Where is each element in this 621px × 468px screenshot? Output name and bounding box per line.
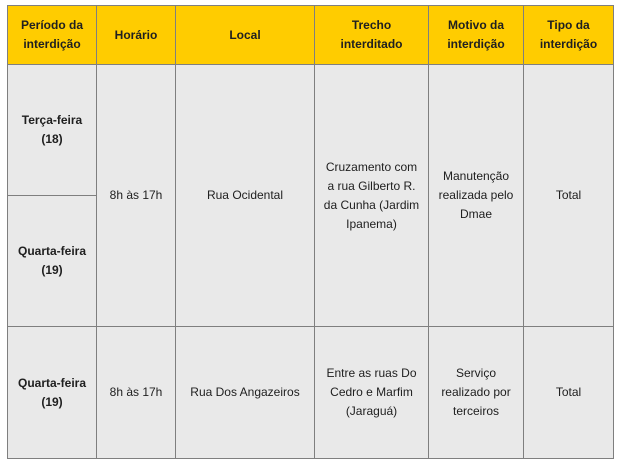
period-cell: Terça-feira (18)	[8, 65, 97, 196]
table-row	[8, 327, 614, 459]
schedule-cell: 8h às 17h	[97, 327, 176, 459]
header-type: Tipo da interdição	[524, 6, 614, 65]
location-cell: Rua Ocidental	[176, 65, 315, 327]
section-cell: Cruzamento com a rua Gilberto R. da Cunha (Jardim Ipanema)	[315, 65, 429, 327]
reason-cell: Manutenção realizada pelo Dmae	[429, 65, 524, 327]
header-section: Trecho interditado	[315, 6, 429, 65]
reason-cell: Serviço realizado por terceiros	[429, 327, 524, 459]
period-cell: Quarta-feira (19)	[8, 327, 97, 459]
type-cell: Total	[524, 327, 614, 459]
header-reason: Motivo da interdição	[429, 6, 524, 65]
header-row	[8, 6, 614, 65]
interdictions-table	[7, 5, 614, 459]
header-period: Período da interdição	[8, 6, 97, 65]
header-schedule: Horário	[97, 6, 176, 65]
location-cell: Rua Dos Angazeiros	[176, 327, 315, 459]
schedule-cell: 8h às 17h	[97, 65, 176, 327]
type-cell: Total	[524, 65, 614, 327]
table-row	[8, 65, 614, 196]
period-cell: Quarta-feira (19)	[8, 196, 97, 327]
header-location: Local	[176, 6, 315, 65]
section-cell: Entre as ruas Do Cedro e Marfim (Jaraguá)	[315, 327, 429, 459]
